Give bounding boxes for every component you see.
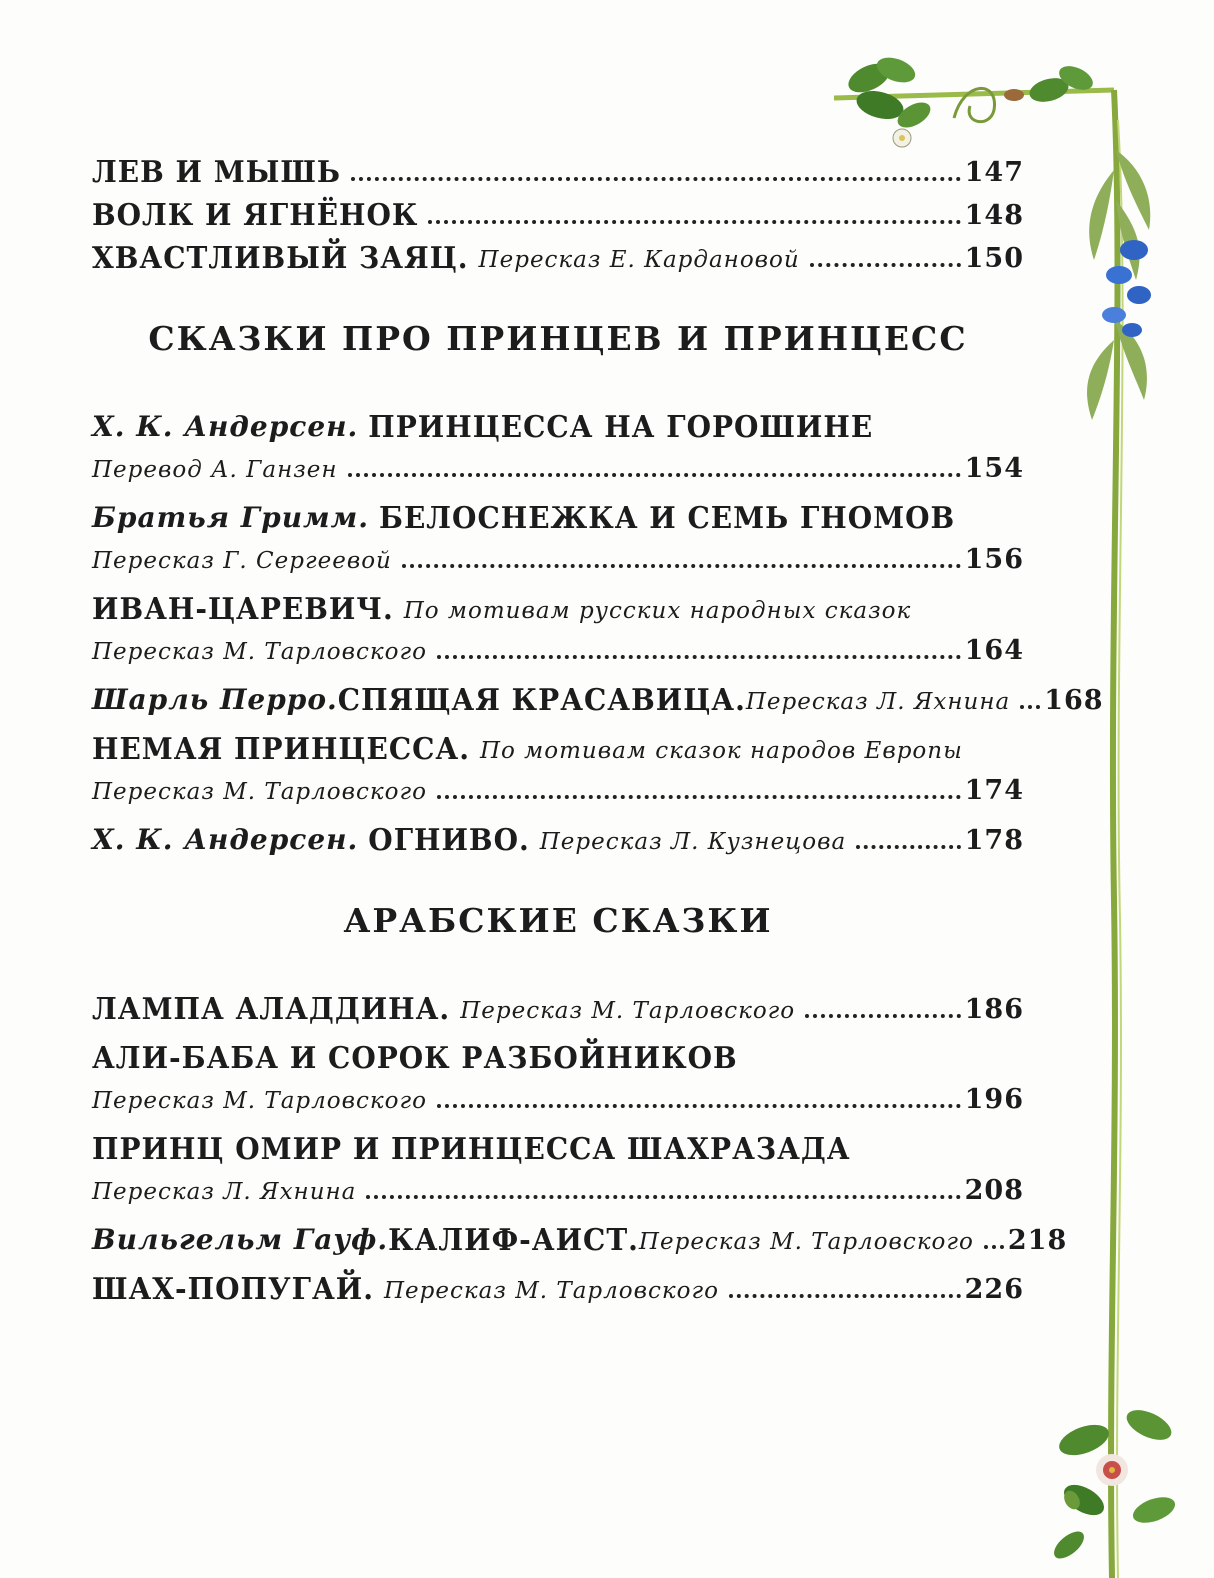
- dot-leader: [984, 1245, 1004, 1249]
- page-number: 208: [964, 1175, 1024, 1206]
- toc-entry: [92, 193, 1024, 236]
- entry-title: СПЯЩАЯ КРАСАВИЦА.: [337, 681, 746, 718]
- entry-title: ВОЛК И ЯГНЁНОК: [92, 196, 419, 233]
- page-number: 147: [964, 157, 1024, 188]
- toc-entry: [92, 727, 1024, 812]
- entry-author: Вильгельм Гауф.: [92, 1223, 389, 1256]
- leaf-cluster-top-left: [844, 53, 935, 147]
- page-number: 196: [964, 1084, 1024, 1115]
- toc-entry: [92, 236, 1024, 279]
- toc-entry: [92, 405, 1024, 490]
- dot-leader: [351, 177, 961, 181]
- entry-title: ПРИНЦ ОМИР И ПРИНЦЕССА ШАХРАЗАДА: [92, 1130, 851, 1167]
- dot-leader: [805, 1014, 960, 1018]
- entry-reteller: Пересказ Л. Кузнецова: [539, 829, 847, 855]
- entry-title: ИВАН-ЦАРЕВИЧ.: [92, 590, 394, 627]
- page-number: 174: [964, 775, 1024, 806]
- entry-title: ЛЕВ И МЫШЬ: [92, 153, 341, 190]
- page-number: 168: [1044, 685, 1104, 716]
- red-flower: [1096, 1454, 1128, 1486]
- dot-leader: [1020, 705, 1040, 709]
- entry-title: ОГНИВО.: [368, 821, 530, 858]
- dot-leader: [437, 1104, 961, 1108]
- page-number: 156: [964, 544, 1024, 575]
- page-number: 164: [964, 635, 1024, 666]
- dot-leader: [366, 1195, 960, 1199]
- entry-title: ПРИНЦЕССА НА ГОРОШИНЕ: [368, 408, 874, 445]
- entry-translator: Перевод А. Ганзен: [92, 457, 338, 483]
- dot-leader: [437, 795, 961, 799]
- page-number: 218: [1007, 1225, 1068, 1256]
- dot-leader: [428, 220, 960, 224]
- entry-author: Шарль Перро.: [92, 683, 338, 716]
- toc-entry: [92, 678, 1104, 721]
- leaf-cluster-top-right: [1004, 61, 1097, 105]
- dot-leader: [348, 473, 961, 477]
- dot-leader: [856, 845, 960, 849]
- entry-reteller: Пересказ М. Тарловского: [638, 1229, 974, 1255]
- page-number: 226: [964, 1274, 1024, 1305]
- table-of-contents: [92, 150, 1104, 1310]
- page-number: 154: [964, 453, 1024, 484]
- toc-entry: [92, 1127, 1024, 1212]
- entry-reteller: Пересказ Г. Сергеевой: [92, 548, 392, 574]
- section-heading: СКАЗКИ ПРО ПРИНЦЕВ И ПРИНЦЕСС: [148, 319, 968, 358]
- entry-subtitle: По мотивам сказок народов Европы: [479, 738, 963, 764]
- entry-reteller: Пересказ Л. Яхнина: [92, 1179, 357, 1205]
- entry-author: Братья Гримм.: [92, 501, 370, 534]
- toc-entry: [92, 987, 1024, 1030]
- entry-reteller: Пересказ М. Тарловского: [92, 1088, 427, 1114]
- section-heading: АРАБСКИЕ СКАЗКИ: [343, 901, 773, 940]
- entry-title: БЕЛОСНЕЖКА И СЕМЬ ГНОМОВ: [379, 499, 956, 536]
- entry-author: Х. К. Андерсен.: [92, 823, 359, 856]
- page-number: 148: [964, 200, 1024, 231]
- entry-subtitle: По мотивам русских народных сказок: [403, 598, 912, 624]
- toc-entry: [92, 1036, 1024, 1121]
- entry-reteller: Пересказ Е. Кардановой: [478, 247, 800, 273]
- dot-leader: [437, 655, 961, 659]
- entry-title: НЕМАЯ ПРИНЦЕССА.: [92, 730, 470, 767]
- dot-leader: [810, 263, 961, 267]
- page-number: 150: [964, 243, 1024, 274]
- toc-entry: [92, 818, 1024, 861]
- entry-author: Х. К. Андерсен.: [92, 410, 359, 443]
- toc-entry: [92, 150, 1024, 193]
- entry-reteller: Пересказ М. Тарловского: [460, 998, 796, 1024]
- toc-entry: [92, 496, 1024, 581]
- entry-title: ШАХ-ПОПУГАЙ.: [92, 1270, 374, 1307]
- dot-leader: [402, 564, 961, 568]
- dot-leader: [729, 1294, 961, 1298]
- entry-reteller: Пересказ М. Тарловского: [92, 639, 427, 665]
- toc-entry: [92, 1267, 1024, 1310]
- entry-reteller: Пересказ М. Тарловского: [92, 779, 427, 805]
- blue-flower-cluster: [1102, 240, 1151, 337]
- toc-entry: [92, 587, 1024, 672]
- entry-title: ХВАСТЛИВЫЙ ЗАЯЦ.: [92, 239, 469, 276]
- entry-title: КАЛИФ-АИСТ.: [388, 1221, 639, 1258]
- entry-title: ЛАМПА АЛАДДИНА.: [92, 990, 451, 1027]
- entry-title: АЛИ-БАБА И СОРОК РАЗБОЙНИКОВ: [92, 1039, 738, 1076]
- page-number: 178: [964, 825, 1024, 856]
- toc-entry: [92, 1218, 1068, 1261]
- entry-reteller: Пересказ М. Тарловского: [384, 1278, 719, 1304]
- page-number: 186: [964, 994, 1024, 1025]
- entry-reteller: Пересказ Л. Яхнина: [745, 689, 1011, 715]
